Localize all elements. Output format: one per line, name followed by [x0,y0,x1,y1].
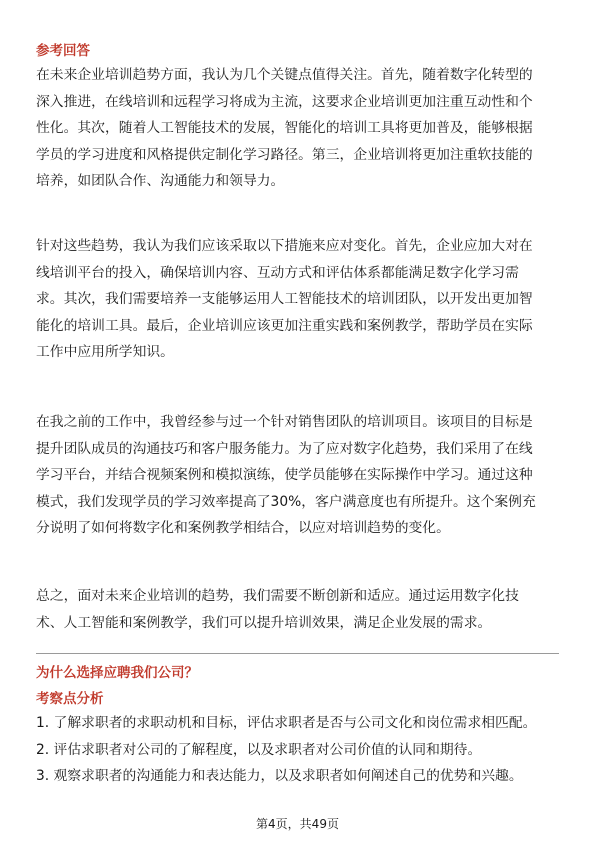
reference-answer-heading: 参考回答 [36,43,90,59]
text-line: 术、人工智能和案例教学，我们可以提升培训效果，满足企业发展的需求。 [36,614,492,631]
text-line: 模式，我们发现学员的学习效率提高了30%，客户满意度也有所提升。这个案例充 [36,493,536,510]
section-divider [36,653,559,654]
text-line: 在未来企业培训趋势方面，我认为几个关键点值得关注。首先，随着数字化转型的 [36,67,533,83]
text-line: 学员的学习进度和风格提供定制化学习路径。第三，企业培训将更加注重软技能的 [36,146,533,163]
list-item: 1. 了解求职者的求职动机和目标，评估求职者是否与公司文化和岗位需求相匹配。 [36,715,537,731]
answer-paragraph-1 [36,62,559,195]
text-line: 在我之前的工作中，我曾经参与过一个针对销售团队的培训项目。该项目的目标是 [36,414,533,430]
text-line: 性化。其次，随着人工智能技术的发展，智能化的培训工具将更加普及，能够根据 [36,120,533,136]
list-item: 2. 评估求职者对公司的了解程度，以及求职者对公司价值的认同和期待。 [36,741,482,758]
text-line: 线培训平台的投入，确保培训内容、互动方式和评估体系都能满足数字化学习需 [36,264,519,281]
text-line: 求。其次，我们需要培养一支能够运用人工智能技术的培训团队，以开发出更加智 [36,291,533,307]
list-item: 3. 观察求职者的沟通能力和表达能力，以及求职者如何阐述自己的优势和兴趣。 [36,768,523,784]
text-line: 工作中应用所学知识。 [36,344,174,360]
text-line: 提升团队成员的沟通技巧和客户服务能力。为了应对数字化趋势，我们采用了在线 [36,440,533,457]
text-line: 学习平台，并结合视频案例和模拟演练，使学员能够在实际操作中学习。通过这种 [36,467,533,483]
text-line: 深入推进，在线培训和远程学习将成为主流，这要求企业培训更加注重互动性和个 [36,93,533,110]
answer-paragraph-2 [36,233,559,366]
text-line: 能化的培训工具。最后，企业培训应该更加注重实践和案例教学，帮助学员在实际 [36,317,533,334]
text-line: 针对这些趋势，我认为我们应该采取以下措施来应对变化。首先，企业应加大对在 [36,238,533,254]
text-line: 分说明了如何将数字化和案例教学相结合，以应对培训趋势的变化。 [36,520,450,536]
answer-paragraph-4 [36,583,559,636]
analysis-list [36,710,559,790]
question-heading: 为什么选择应聘我们公司？ [36,665,198,681]
text-line: 培养，如团队合作、沟通能力和领导力。 [36,173,285,189]
text-line: 总之，面对未来企业培训的趋势，我们需要不断创新和适应。通过运用数字化技 [36,588,519,604]
answer-paragraph-3 [36,409,559,542]
page-number-footer: 第4页，共49页 [256,817,339,831]
analysis-heading: 考察点分析 [36,691,104,707]
